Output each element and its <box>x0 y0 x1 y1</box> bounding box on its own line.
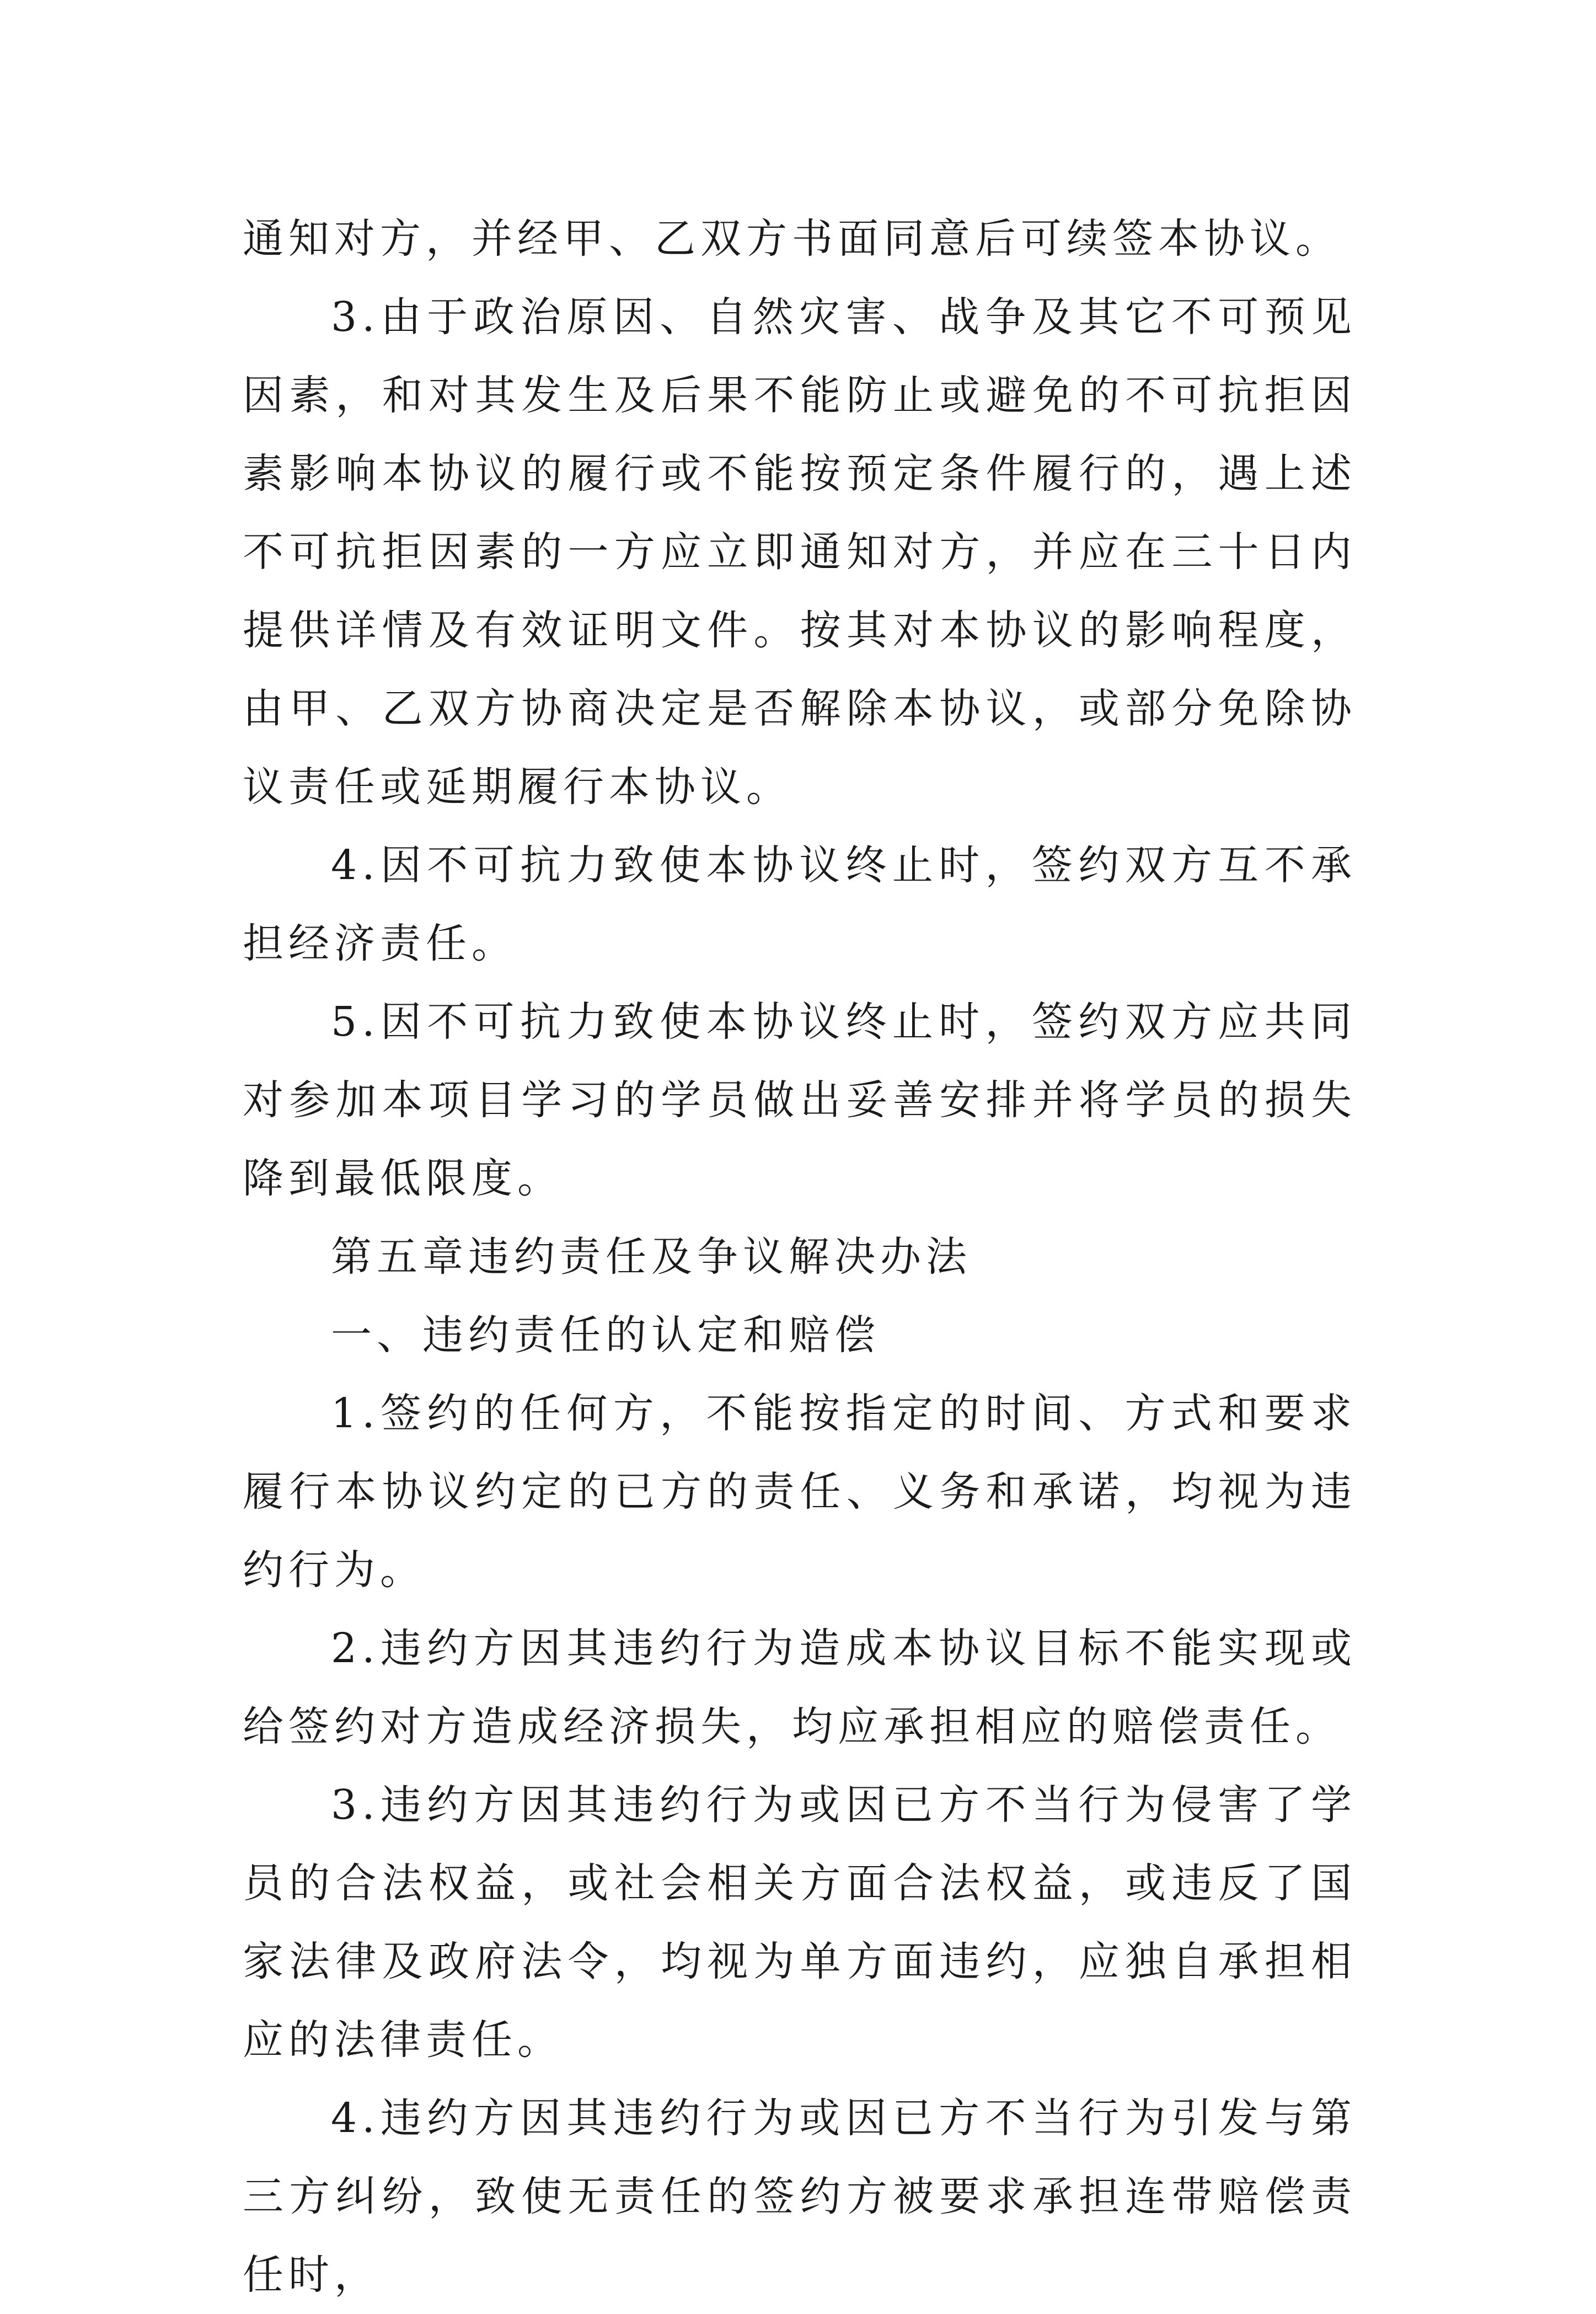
paragraph-breach-3: 3.违约方因其违约行为或因已方不当行为侵害了学员的合法权益，或社会相关方面合法权益，或违反了国家法律及政府法令，均视为单方面违约，应独自承担相应的法律责任。 <box>243 1781 1357 2064</box>
paragraph-continuation: 通知对方，并经甲、乙双方书面同意后可续签本协议。 <box>243 215 1341 263</box>
paragraph-breach-2: 2.违约方因其违约行为造成本协议目标不能实现或给签约对方造成经济损失，均应承担相应的赔偿责任。 <box>243 1625 1357 1750</box>
paragraph-force-majeure-4: 4.因不可抗力致使本协议终止时，签约双方互不承担经济责任。 <box>243 842 1357 967</box>
document-body <box>243 200 1357 2314</box>
paragraph-breach-4: 4.违约方因其违约行为或因已方不当行为引发与第三方纠纷，致使无责任的签约方被要求承担连带赔偿责任时， <box>243 2095 1357 2299</box>
chapter-heading: 第五章违约责任及争议解决办法 <box>331 1233 972 1281</box>
paragraph-breach-1: 1.签约的任何方，不能按指定的时间、方式和要求履行本协议约定的已方的责任、义务和承诺，均视为违约行为。 <box>243 1390 1357 1594</box>
paragraph-force-majeure-3: 3.由于政治原因、自然灾害、战争及其它不可预见因素，和对其发生及后果不能防止或避免的不可抗拒因素影响本协议的履行或不能按预定条件履行的，遇上述不可抗拒因素的一方应立即通知对方，并应在三十日内提供详情及有效证明文件。按其对本协议的影响程度，由甲、乙双方协商决定是否解除本协议，或部分免除协议责任或延期履行本协议。 <box>243 293 1357 811</box>
section-heading: 一、违约责任的认定和赔偿 <box>331 1311 880 1359</box>
paragraph-force-majeure-5: 5.因不可抗力致使本协议终止时，签约双方应共同对参加本项目学习的学员做出妥善安排并将学员的损失降到最低限度。 <box>243 998 1357 1202</box>
